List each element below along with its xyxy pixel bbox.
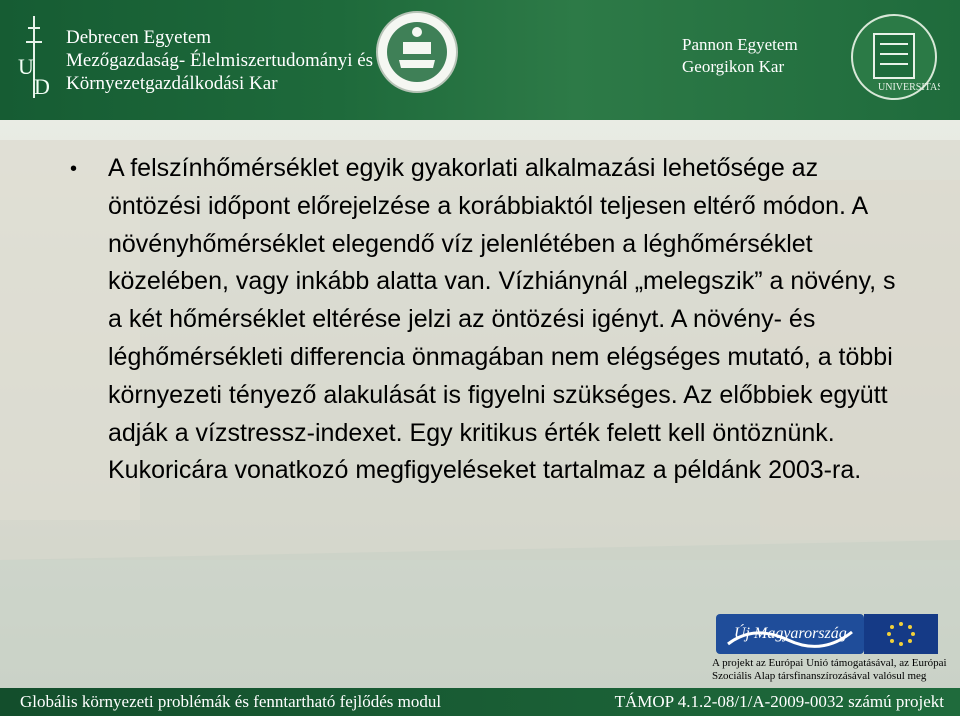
right-header-title xyxy=(682,34,798,78)
eu-caption-line-1: A projekt az Európai Unió támogatásával, az Európai xyxy=(712,657,947,669)
bullet-paragraph xyxy=(70,150,900,490)
ud-logo-icon xyxy=(10,12,58,102)
svg-text:D: D xyxy=(34,74,50,99)
footer-right-text: TÁMOP 4.1.2-08/1/A-2009-0032 számú projekt xyxy=(614,692,944,711)
footer-bar xyxy=(0,688,960,716)
paragraph-text: A felszínhőmérséklet egyik gyakorlati alkalmazási lehetősége az öntözési időpont előrejelzése a korábbiaktól teljesen eltérő módon. A növényhőmérséklet elegendő víz jelenlétében a léghőmérséklet közelében, vagy inkább alatta van. Vízhiánynál „melegszik” a növény, s a két hőmérséklet eltérése jelzi az öntözési igényt. A növény- és léghőmérsékleti differencia önmagában nem elégséges mutató, a többi környezeti tényező alakulását is figyelni szükséges. Az előbbiek együtt adják a vízstressz-indexet. Egy kritikus érték felett kell öntöznünk. Kukoricára vonatkozó megfigyeléseket tartalmaz a példánk 2003-ra. xyxy=(108,154,896,485)
svg-text:Új Magyarország: Új Magyarország xyxy=(734,625,847,642)
pannon-crest-icon xyxy=(848,8,940,106)
svg-text:U: U xyxy=(18,54,34,79)
bullet-marker: • xyxy=(70,158,78,180)
header-right-line-2: Georgikon Kar xyxy=(682,57,785,76)
svg-text:UNIVERSITAS: UNIVERSITAS xyxy=(878,82,940,93)
left-header-title xyxy=(66,26,373,95)
main-content xyxy=(70,150,900,490)
eu-caption-line-2: Szociális Alap társfinanszírozásával valósul meg xyxy=(712,670,927,682)
header-right-line-1: Pannon Egyetem xyxy=(682,35,798,54)
university-seal-icon xyxy=(373,8,461,96)
footer-left-text: Globális környezeti problémák és fenntartható fejlődés modul xyxy=(20,692,442,711)
header-band xyxy=(0,0,960,120)
eu-caption xyxy=(712,657,952,683)
header-line-2: Mezőgazdaság- Élelmiszertudományi és xyxy=(66,50,374,71)
header-line-1: Debrecen Egyetem xyxy=(66,27,212,48)
header-line-3: Környezetgazdálkodási Kar xyxy=(66,73,278,94)
